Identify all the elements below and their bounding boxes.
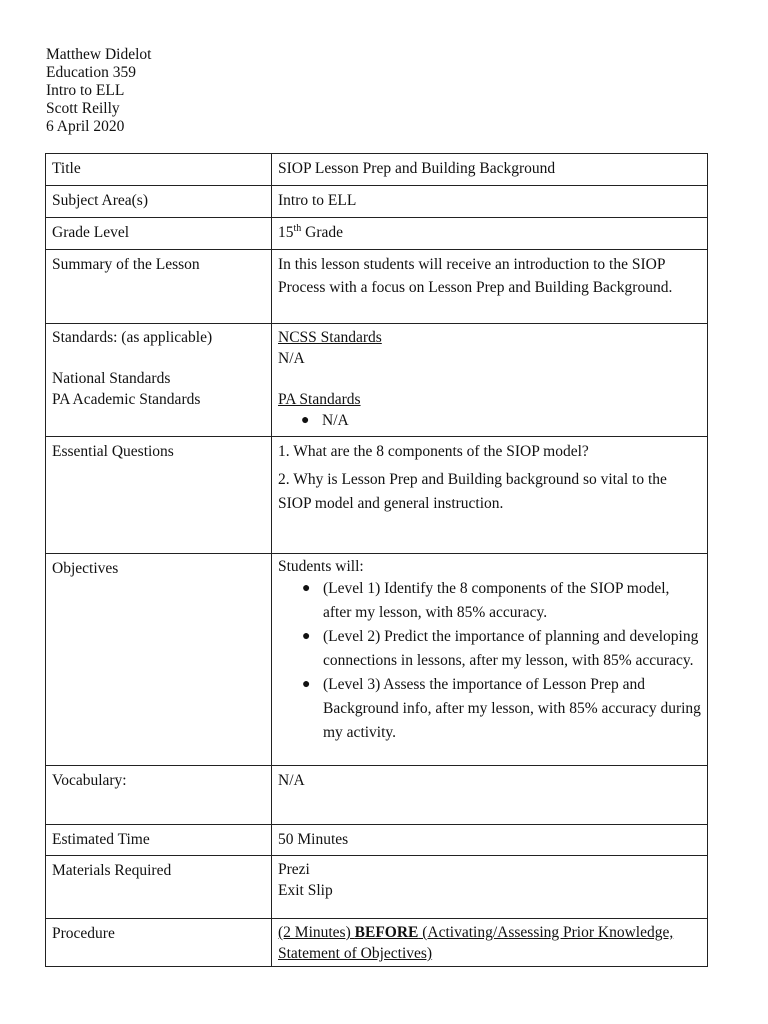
- pa-standards-heading: PA Standards: [278, 391, 361, 408]
- objectives-label: Objectives: [46, 554, 272, 766]
- objective-item: [278, 625, 701, 673]
- materials-label: Materials Required: [46, 856, 272, 919]
- objective-text: (Level 1) Identify the 8 components of the SIOP model, after my lesson, with 85% accuracy.: [323, 580, 670, 621]
- grade-value: [272, 218, 708, 250]
- grade-number: 15: [278, 224, 294, 241]
- ncss-standards-heading: NCSS Standards: [278, 329, 382, 346]
- estimated-time-label: Estimated Time: [46, 825, 272, 856]
- row-grade: [46, 218, 708, 250]
- procedure-value: [272, 919, 708, 967]
- essential-question-1: 1. What are the 8 components of the SIOP model?: [278, 443, 589, 460]
- grade-ordinal-suffix: th: [293, 222, 302, 234]
- standards-label: Standards: (as applicable): [52, 329, 213, 346]
- subject-label: Subject Area(s): [46, 186, 272, 218]
- row-estimated-time: [46, 825, 708, 856]
- estimated-time-value: 50 Minutes: [272, 825, 708, 856]
- summary-label: Summary of the Lesson: [46, 250, 272, 324]
- course-title: Intro to ELL: [46, 82, 125, 99]
- author-name: Matthew Didelot: [46, 46, 152, 63]
- procedure-label: Procedure: [46, 919, 272, 967]
- materials-value: [272, 856, 708, 919]
- row-vocabulary: [46, 766, 708, 825]
- summary-value: In this lesson students will receive an introduction to the SIOP Process with a focus on Lesson Prep and Building Background.: [272, 250, 708, 324]
- vocabulary-label: Vocabulary:: [46, 766, 272, 825]
- bullet-dot-icon: ●: [302, 629, 311, 644]
- title-value: SIOP Lesson Prep and Building Background: [272, 154, 708, 186]
- row-objectives: [46, 554, 708, 766]
- row-essential-questions: [46, 437, 708, 554]
- grade-label: Grade Level: [46, 218, 272, 250]
- procedure-time: (2 Minutes): [278, 924, 355, 941]
- document-header: [46, 46, 151, 136]
- objective-text: (Level 2) Predict the importance of planning and developing connections in lessons, after my lesson, with 85% accuracy.: [323, 628, 699, 669]
- row-subject: [46, 186, 708, 218]
- objective-item: [278, 673, 701, 745]
- objectives-intro: Students will:: [278, 558, 364, 575]
- procedure-description: (Activating/Assessing Prior Knowledge, Statement of Objectives): [278, 924, 674, 962]
- essential-questions-value: [272, 437, 708, 554]
- national-standards-label: National Standards: [52, 370, 171, 387]
- material-item: Prezi: [278, 861, 310, 878]
- objective-text: (Level 3) Assess the importance of Lesson Prep and Background info, after my lesson, with 85% accuracy during my activity.: [323, 676, 701, 741]
- objectives-value: [272, 554, 708, 766]
- essential-questions-label: Essential Questions: [46, 437, 272, 554]
- row-standards: [46, 324, 708, 437]
- document-date: 6 April 2020: [46, 118, 125, 135]
- bullet-dot-icon: ●: [302, 677, 311, 692]
- instructor-name: Scott Reilly: [46, 100, 120, 117]
- standards-label-cell: [46, 324, 272, 437]
- row-procedure: [46, 919, 708, 967]
- title-label: Title: [46, 154, 272, 186]
- ncss-standards-value: N/A: [278, 350, 305, 367]
- material-item: Exit Slip: [278, 882, 333, 899]
- objective-item: [278, 577, 701, 625]
- bullet-dot-icon: ●: [301, 413, 310, 428]
- grade-word: Grade: [301, 224, 344, 241]
- course-number: Education 359: [46, 64, 136, 81]
- procedure-phase: BEFORE: [354, 924, 419, 941]
- standards-value-cell: [272, 324, 708, 437]
- pa-standards-label: PA Academic Standards: [52, 391, 201, 408]
- essential-question-2: 2. Why is Lesson Prep and Building background so vital to the SIOP model and general instruction.: [278, 471, 667, 512]
- bullet-dot-icon: ●: [302, 581, 311, 596]
- row-title: [46, 154, 708, 186]
- lesson-plan-table: [45, 153, 708, 967]
- vocabulary-value: N/A: [272, 766, 708, 825]
- pa-standards-bullet: [278, 410, 701, 431]
- subject-value: Intro to ELL: [272, 186, 708, 218]
- row-summary: [46, 250, 708, 324]
- pa-standards-value: N/A: [322, 412, 349, 429]
- row-materials: [46, 856, 708, 919]
